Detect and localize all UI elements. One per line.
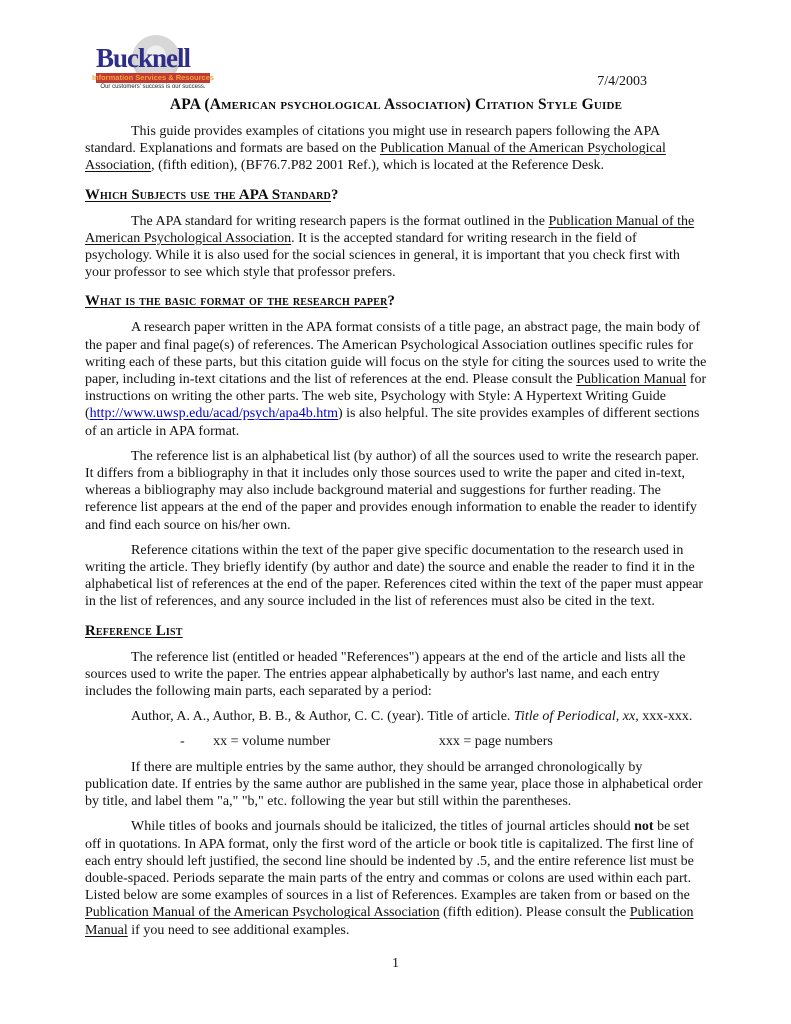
- intro-paragraph: [85, 123, 707, 175]
- page-title: APA (American psychological Association) Citation Style Guide: [169, 96, 623, 113]
- underlined-text: Publication Manual of the American Psychological Association: [85, 213, 695, 246]
- italic-text: Title of Periodical, xx: [513, 709, 636, 725]
- text-run: Reference citations within the text of the paper give specific documentation to the research used in writing the article. They briefly identify (by author and date) the source and enable the reader to find it in the alphabetical list of references at the end of the paper. References cited within the text of the paper must appear in the list of references, and any source included in the list of references must also be cited in the text.: [85, 542, 704, 610]
- text-run: be set off in quotations. In APA format, only the first word of the article or book title is capitalized. The first line of each entry should left justified, the second line should be indented by .5, and the entire reference list must be double-spaced. Periods separate the main parts of the entry and commas or colons are used within each part. Listed below are some examples of sources in a list of References. Examples are taken from or based on the: [85, 819, 694, 904]
- text-run: The reference list (entitled or headed "References") appears at the end of the article and lists all the sources used to write the paper. The entries appear alphabetically by author's last name, and each entry includes the following main parts, each separated by a period:: [85, 649, 686, 700]
- subjects-paragraph: [85, 213, 707, 282]
- text-run: for instructions on writing the other parts. The web site, Psychology with Style: A Hypertext Writing Guide (: [85, 372, 707, 422]
- reference-citations-paragraph: [85, 542, 707, 611]
- underlined-text: Publication Manual: [576, 372, 687, 388]
- text-run: if you need to see additional examples.: [127, 922, 350, 938]
- document-date: 7/4/2003: [597, 74, 647, 89]
- section-heading-subjects: [85, 186, 707, 205]
- page-numbers-key: xxx = page numbers: [438, 734, 553, 750]
- text-run: (fifth edition). Please consult the: [439, 905, 630, 921]
- reference-list-definition-paragraph: [85, 448, 707, 534]
- heading-underlined-text: Reference List: [85, 622, 183, 639]
- logo-division-banner: [91, 73, 215, 83]
- logo-tagline: Our customers' success is our success.: [100, 84, 206, 90]
- text-run: While titles of books and journals should be italicized, the titles of journal articles should: [131, 819, 635, 835]
- multiple-entries-paragraph: [85, 759, 707, 811]
- section-heading-reference-list: [85, 622, 707, 641]
- underlined-text: Publication Manual of the American Psychological Association: [85, 141, 666, 174]
- volume-number-key: xx = volume number: [213, 734, 331, 750]
- underlined-text: Publication Manual: [85, 905, 694, 938]
- reference-key-line: [85, 733, 707, 750]
- text-run: ) is also helpful. The site provides examples of different sections of an article in APA format.: [85, 406, 700, 439]
- text-run: . It is the accepted standard for writing research in the field of psychology. While it is also used for the social sciences in general, it is important that you check first with your professor to see which style that professor prefers.: [85, 230, 680, 281]
- heading-underlined-text: What is the basic format of the research paper: [85, 293, 388, 310]
- logo-wordmark: Bucknell: [96, 43, 191, 73]
- author-format-line: [85, 708, 707, 725]
- heading-suffix: ?: [387, 293, 396, 310]
- text-run: Author, A. A., Author, B. B., & Author, C. C. (year). Title of article.: [131, 709, 514, 725]
- text-run: A research paper written in the APA format consists of a title page, an abstract page, the main body of the paper and final page(s) of references. The American Psychological Association outlines specific rules for writing each of these parts, but this citation guide will focus on the style for citing the sources used to write the paper, including in-text citations and the list of references at the end. Please consult the: [85, 320, 707, 388]
- bold-text: not: [634, 819, 654, 835]
- text-run: The APA standard for writing research papers is the format outlined in the: [131, 213, 549, 229]
- format-paragraph: [85, 319, 707, 439]
- heading-suffix: ?: [330, 186, 339, 203]
- section-heading-format: [85, 292, 707, 311]
- text-run: , (fifth edition), (BF76.7.P82 2001 Ref.), which is located at the Reference Desk.: [151, 158, 605, 174]
- text-run: If there are multiple entries by the same author, they should be arranged chronologically by publication date. If entries by the same author are published in the same year, place those in alphabetical order by title, and label them "a," "b," etc. following the year but still within the parentheses.: [85, 759, 703, 810]
- dash-bullet: -: [180, 734, 185, 750]
- bucknell-logo: [91, 43, 215, 91]
- text-run: This guide provides examples of citations you might use in research papers following the APA standard. Explanations and formats are based on the: [85, 124, 660, 157]
- underlined-text: Publication Manual of the American Psychological Association: [85, 905, 440, 921]
- text-run: , xxx-xxx.: [635, 709, 693, 725]
- reference-list-paragraph: [85, 649, 707, 701]
- heading-underlined-text: Which Subjects use the APA Standard: [85, 186, 331, 203]
- titles-italics-paragraph: [85, 818, 707, 938]
- logo-division-label: Information Services & Resources: [91, 73, 215, 82]
- text-run: The reference list is an alphabetical list (by author) of all the sources used to write the research paper. It differs from a bibliography in that it includes only those sources used to write the paper and cited in-text, whereas a bibliography may also include background material and suggestions for further reading. The reference list appears at the end of the paper and provides enough information to enable the reader to identify and find each source on his/her own.: [85, 448, 699, 533]
- page-number: 1: [392, 956, 399, 971]
- hyperlink[interactable]: http://www.uwsp.edu/acad/psych/apa4b.htm: [89, 406, 338, 422]
